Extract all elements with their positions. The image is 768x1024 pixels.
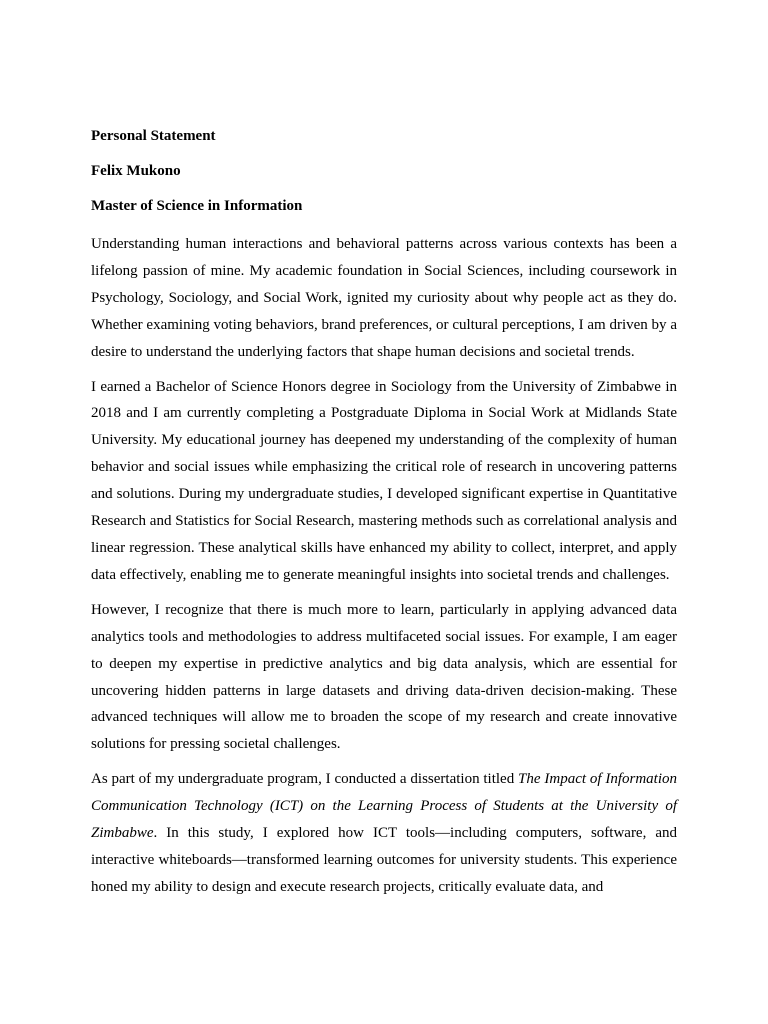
dissertation-title: The Impact of Information Communication Technology (ICT) on the Learning Process of Students at the University of Zimbabwe <box>91 771 677 842</box>
paragraph-4 <box>91 766 677 901</box>
paragraph-1: Understanding human interactions and behavioral patterns across various contexts has been a lifelong passion of mine. My academic foundation in Social Sciences, including coursework in Psychology, Sociology, and Social Work, ignited my curiosity about why people act as they do. Whether examining voting behaviors, brand preferences, or cultural perceptions, I am driven by a desire to understand the underlying factors that shape human decisions and societal trends. <box>91 236 677 360</box>
paragraph-4-intro: As part of my undergraduate program, I conducted a dissertation titled <box>91 771 519 788</box>
document-page <box>91 126 677 909</box>
program-name: Master of Science in Information <box>91 198 303 214</box>
author-name: Felix Mukono <box>91 163 181 179</box>
document-title: Personal Statement <box>91 128 216 144</box>
paragraph-3: However, I recognize that there is much more to learn, particularly in applying advanced data analytics tools and methodologies to address multifaceted social issues. For example, I am eager to deepen my expertise in predictive analytics and big data analysis, which are essential for uncovering hidden patterns in large datasets and driving data-driven decision-making. These advanced techniques will allow me to broaden the scope of my research and create innovative solutions for pressing societal challenges. <box>91 601 677 753</box>
paragraph-4-rest: . In this study, I explored how ICT tools—including computers, software, and interactive whiteboards—transformed learning outcomes for university students. This experience honed my ability to design and execute research projects, critically evaluate data, and <box>91 825 677 895</box>
paragraph-2: I earned a Bachelor of Science Honors degree in Sociology from the University of Zimbabwe in 2018 and I am currently completing a Postgraduate Diploma in Social Work at Midlands State University. My educational journey has deepened my understanding of the complexity of human behavior and social issues while emphasizing the critical role of research in uncovering patterns and solutions. During my undergraduate studies, I developed significant expertise in Quantitative Research and Statistics for Social Research, mastering methods such as correlational analysis and linear regression. These analytical skills have enhanced my ability to collect, interpret, and apply data effectively, enabling me to generate meaningful insights into societal trends and challenges. <box>91 378 677 583</box>
